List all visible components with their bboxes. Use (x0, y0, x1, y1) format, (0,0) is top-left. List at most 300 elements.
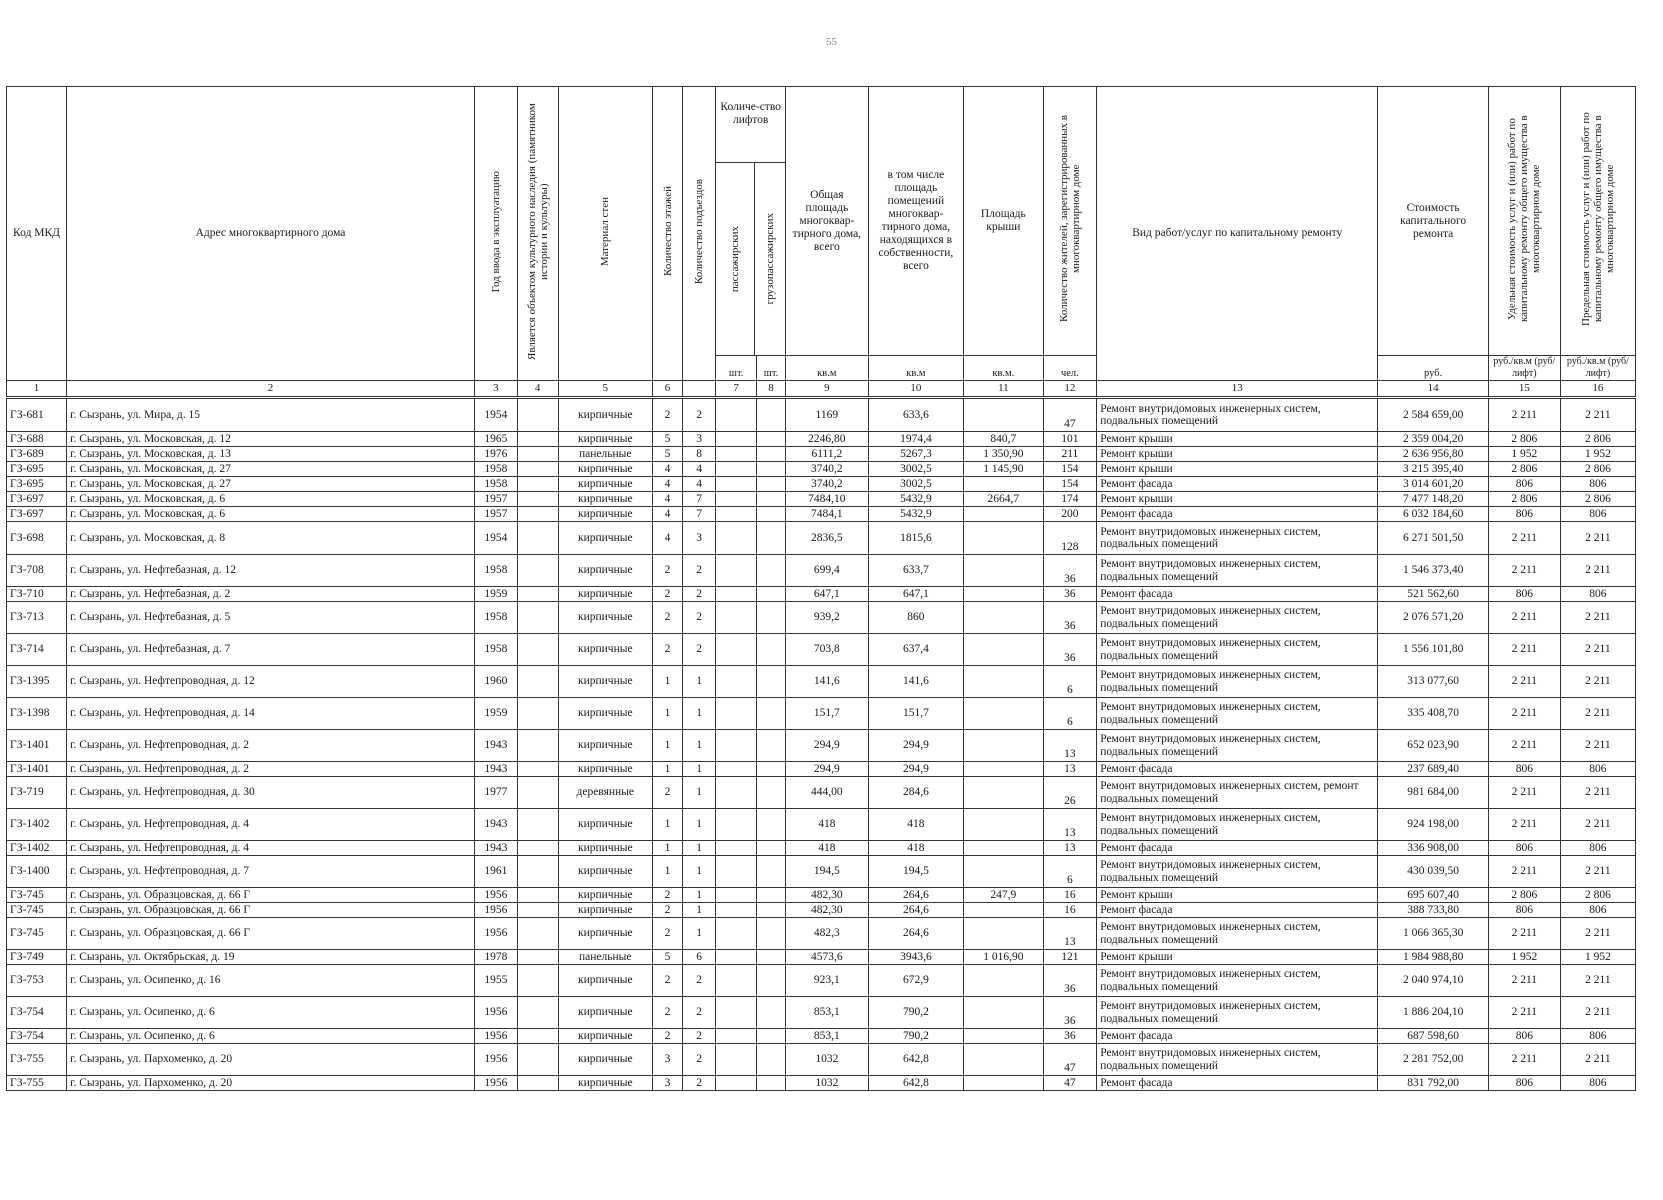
cell-year: 1958 (474, 555, 517, 587)
cell-mkd-code: ГЗ-688 (7, 432, 67, 447)
cell-limit-cost: 2 211 (1560, 522, 1635, 555)
cell-heritage (517, 462, 558, 477)
cell-unit-cost: 2 211 (1488, 918, 1560, 950)
cell-unit-cost: 2 211 (1488, 634, 1560, 666)
cell-mkd-code: ГЗ-745 (7, 903, 67, 918)
cell-heritage (517, 666, 558, 698)
cell-lifts-pass (716, 1044, 757, 1076)
cell-roof-area (964, 730, 1043, 762)
cell-mkd-code: ГЗ-1402 (7, 809, 67, 841)
cell-entrances: 7 (683, 492, 716, 507)
cell-mkd-code: ГЗ-1398 (7, 698, 67, 730)
cell-repair-cost: 831 792,00 (1378, 1076, 1489, 1091)
cell-address: г. Сызрань, ул. Образцовская, д. 66 Г (67, 903, 475, 918)
unit-cost: руб. (1378, 356, 1489, 381)
cell-wall-material: кирпичные (558, 1044, 652, 1076)
cell-residents: 47 (1043, 398, 1097, 432)
table-row (7, 950, 1636, 965)
column-number: 16 (1560, 381, 1635, 398)
cell-roof-area (964, 809, 1043, 841)
cell-limit-cost: 2 806 (1560, 492, 1635, 507)
cell-area-owned: 151,7 (868, 698, 964, 730)
cell-residents: 36 (1043, 634, 1097, 666)
cell-year: 1978 (474, 950, 517, 965)
cell-entrances: 1 (683, 856, 716, 888)
cell-entrances: 3 (683, 522, 716, 555)
unit-lifts-cargo: шт. (757, 356, 786, 381)
cell-limit-cost: 2 211 (1560, 965, 1635, 997)
cell-heritage (517, 398, 558, 432)
cell-heritage (517, 856, 558, 888)
cell-entrances: 1 (683, 903, 716, 918)
cell-work-type: Ремонт внутридомовых инженерных систем, подвальных помещений (1097, 602, 1378, 634)
cell-area-total: 444,00 (786, 777, 869, 809)
cell-floors: 5 (652, 950, 682, 965)
column-number: 14 (1378, 381, 1489, 398)
cell-limit-cost: 806 (1560, 762, 1635, 777)
cell-area-total: 923,1 (786, 965, 869, 997)
table-row (7, 555, 1636, 587)
cell-mkd-code: ГЗ-749 (7, 950, 67, 965)
cell-floors: 2 (652, 1029, 682, 1044)
cell-area-owned: 860 (868, 602, 964, 634)
table-row (7, 522, 1636, 555)
table-row (7, 477, 1636, 492)
cell-address: г. Сызрань, ул. Осипенко, д. 16 (67, 965, 475, 997)
table-row (7, 602, 1636, 634)
cell-area-owned: 264,6 (868, 918, 964, 950)
cell-work-type: Ремонт внутридомовых инженерных систем, подвальных помещений (1097, 698, 1378, 730)
cell-limit-cost: 2 806 (1560, 888, 1635, 903)
cell-residents: 16 (1043, 888, 1097, 903)
cell-mkd-code: ГЗ-754 (7, 1029, 67, 1044)
header-cost: Стоимость капитального ремонта (1378, 87, 1489, 356)
cell-work-type: Ремонт внутридомовых инженерных систем, ремонт подвальных помещений (1097, 777, 1378, 809)
cell-work-type: Ремонт фасада (1097, 1076, 1378, 1091)
cell-work-type: Ремонт крыши (1097, 447, 1378, 462)
cell-work-type: Ремонт внутридомовых инженерных систем, подвальных помещений (1097, 997, 1378, 1029)
cell-floors: 2 (652, 777, 682, 809)
cell-address: г. Сызрань, ул. Московская, д. 12 (67, 432, 475, 447)
cell-residents: 36 (1043, 1029, 1097, 1044)
cell-floors: 3 (652, 1044, 682, 1076)
cell-year: 1958 (474, 634, 517, 666)
cell-repair-cost: 1 066 365,30 (1378, 918, 1489, 950)
cell-area-total: 1169 (786, 398, 869, 432)
cell-limit-cost: 2 211 (1560, 997, 1635, 1029)
cell-unit-cost: 2 211 (1488, 698, 1560, 730)
header-code: Код МКД (7, 87, 67, 381)
data-table (6, 86, 1636, 1091)
unit-unit-cost: руб./кв.м (руб/лифт) (1488, 356, 1560, 381)
cell-area-total: 939,2 (786, 602, 869, 634)
cell-work-type: Ремонт фасада (1097, 507, 1378, 522)
cell-repair-cost: 652 023,90 (1378, 730, 1489, 762)
cell-repair-cost: 430 039,50 (1378, 856, 1489, 888)
cell-lifts-pass (716, 447, 757, 462)
cell-entrances: 1 (683, 730, 716, 762)
cell-lifts-cargo (757, 888, 786, 903)
cell-address: г. Сызрань, ул. Нефтебазная, д. 2 (67, 587, 475, 602)
cell-floors: 1 (652, 698, 682, 730)
cell-roof-area (964, 918, 1043, 950)
cell-floors: 4 (652, 507, 682, 522)
cell-area-owned: 5432,9 (868, 507, 964, 522)
cell-unit-cost: 2 806 (1488, 432, 1560, 447)
table-row (7, 730, 1636, 762)
cell-heritage (517, 432, 558, 447)
cell-entrances: 1 (683, 777, 716, 809)
cell-lifts-cargo (757, 965, 786, 997)
cell-mkd-code: ГЗ-698 (7, 522, 67, 555)
cell-lifts-cargo (757, 587, 786, 602)
cell-address: г. Сызрань, ул. Нефтепроводная, д. 2 (67, 730, 475, 762)
cell-area-owned: 633,7 (868, 555, 964, 587)
cell-area-total: 1032 (786, 1044, 869, 1076)
cell-roof-area (964, 1076, 1043, 1091)
table-row (7, 492, 1636, 507)
cell-heritage (517, 1029, 558, 1044)
cell-lifts-pass (716, 587, 757, 602)
header-residents: Количество жителей, зарегистрированных в многоквартирном доме (1043, 87, 1097, 356)
cell-limit-cost: 2 211 (1560, 555, 1635, 587)
cell-area-total: 4573,6 (786, 950, 869, 965)
cell-mkd-code: ГЗ-714 (7, 634, 67, 666)
cell-unit-cost: 2 211 (1488, 522, 1560, 555)
cell-entrances: 1 (683, 666, 716, 698)
cell-wall-material: кирпичные (558, 856, 652, 888)
cell-residents: 26 (1043, 777, 1097, 809)
cell-heritage (517, 777, 558, 809)
cell-lifts-pass (716, 507, 757, 522)
cell-repair-cost: 313 077,60 (1378, 666, 1489, 698)
cell-entrances: 2 (683, 602, 716, 634)
cell-lifts-cargo (757, 492, 786, 507)
cell-work-type: Ремонт внутридомовых инженерных систем, подвальных помещений (1097, 856, 1378, 888)
cell-roof-area (964, 507, 1043, 522)
cell-limit-cost: 806 (1560, 1029, 1635, 1044)
cell-year: 1957 (474, 492, 517, 507)
table-row (7, 997, 1636, 1029)
header-area-owned: в том числе площадь помещений многоквар-тирного дома, находящихся в собственности, всего (868, 87, 964, 356)
cell-work-type: Ремонт крыши (1097, 432, 1378, 447)
cell-year: 1957 (474, 507, 517, 522)
cell-year: 1943 (474, 841, 517, 856)
cell-repair-cost: 1 556 101,80 (1378, 634, 1489, 666)
cell-year: 1956 (474, 918, 517, 950)
cell-heritage (517, 1076, 558, 1091)
cell-entrances: 1 (683, 918, 716, 950)
cell-wall-material: кирпичные (558, 477, 652, 492)
cell-lifts-pass (716, 950, 757, 965)
cell-area-total: 482,30 (786, 903, 869, 918)
cell-unit-cost: 2 806 (1488, 462, 1560, 477)
table-row (7, 507, 1636, 522)
cell-wall-material: кирпичные (558, 462, 652, 477)
cell-residents: 13 (1043, 730, 1097, 762)
cell-heritage (517, 602, 558, 634)
cell-mkd-code: ГЗ-1401 (7, 762, 67, 777)
header-lifts-cargo: грузопассажирских (764, 213, 777, 305)
cell-year: 1958 (474, 477, 517, 492)
cell-heritage (517, 634, 558, 666)
unit-limit-cost: руб./кв.м (руб/лифт) (1560, 356, 1635, 381)
cell-roof-area (964, 903, 1043, 918)
cell-mkd-code: ГЗ-719 (7, 777, 67, 809)
cell-lifts-pass (716, 809, 757, 841)
page-number: 55 (826, 36, 837, 48)
header-heritage: Является объектом культурного наследия (памятником истории и культуры) (517, 87, 558, 381)
cell-wall-material: кирпичные (558, 398, 652, 432)
cell-residents: 154 (1043, 477, 1097, 492)
cell-heritage (517, 587, 558, 602)
cell-residents: 121 (1043, 950, 1097, 965)
cell-area-owned: 3002,5 (868, 477, 964, 492)
cell-mkd-code: ГЗ-695 (7, 477, 67, 492)
cell-repair-cost: 2 281 752,00 (1378, 1044, 1489, 1076)
cell-floors: 1 (652, 666, 682, 698)
header-lifts-pass: пассажирских (716, 163, 755, 355)
cell-floors: 4 (652, 492, 682, 507)
cell-work-type: Ремонт крыши (1097, 888, 1378, 903)
cell-residents: 13 (1043, 809, 1097, 841)
cell-year: 1956 (474, 903, 517, 918)
cell-area-owned: 790,2 (868, 997, 964, 1029)
cell-limit-cost: 2 211 (1560, 809, 1635, 841)
cell-residents: 47 (1043, 1076, 1097, 1091)
cell-floors: 3 (652, 1076, 682, 1091)
cell-entrances: 2 (683, 1044, 716, 1076)
cell-floors: 5 (652, 447, 682, 462)
cell-address: г. Сызрань, ул. Мира, д. 15 (67, 398, 475, 432)
cell-floors: 2 (652, 903, 682, 918)
cell-area-owned: 647,1 (868, 587, 964, 602)
cell-mkd-code: ГЗ-753 (7, 965, 67, 997)
cell-work-type: Ремонт внутридомовых инженерных систем, подвальных помещений (1097, 634, 1378, 666)
cell-year: 1976 (474, 447, 517, 462)
header-address: Адрес многоквартирного дома (67, 87, 475, 381)
cell-work-type: Ремонт фасада (1097, 1029, 1378, 1044)
cell-unit-cost: 1 952 (1488, 950, 1560, 965)
cell-limit-cost: 806 (1560, 587, 1635, 602)
cell-unit-cost: 806 (1488, 1076, 1560, 1091)
cell-area-owned: 672,9 (868, 965, 964, 997)
cell-area-owned: 642,8 (868, 1044, 964, 1076)
cell-address: г. Сызрань, ул. Нефтепроводная, д. 4 (67, 809, 475, 841)
cell-floors: 4 (652, 477, 682, 492)
cell-lifts-pass (716, 698, 757, 730)
table-row (7, 447, 1636, 462)
cell-heritage (517, 507, 558, 522)
cell-lifts-pass (716, 602, 757, 634)
cell-repair-cost: 3 215 395,40 (1378, 462, 1489, 477)
cell-area-owned: 1974,4 (868, 432, 964, 447)
cell-roof-area (964, 666, 1043, 698)
column-number: 12 (1043, 381, 1097, 398)
cell-area-owned: 264,6 (868, 888, 964, 903)
cell-work-type: Ремонт внутридомовых инженерных систем, подвальных помещений (1097, 809, 1378, 841)
cell-lifts-cargo (757, 903, 786, 918)
cell-area-total: 194,5 (786, 856, 869, 888)
cell-roof-area (964, 602, 1043, 634)
cell-lifts-cargo (757, 634, 786, 666)
cell-limit-cost: 806 (1560, 903, 1635, 918)
cell-heritage (517, 918, 558, 950)
cell-address: г. Сызрань, ул. Нефтебазная, д. 5 (67, 602, 475, 634)
cell-heritage (517, 555, 558, 587)
cell-wall-material: кирпичные (558, 809, 652, 841)
cell-year: 1956 (474, 1044, 517, 1076)
cell-limit-cost: 2 211 (1560, 398, 1635, 432)
cell-address: г. Сызрань, ул. Нефтепроводная, д. 4 (67, 841, 475, 856)
cell-roof-area: 1 350,90 (964, 447, 1043, 462)
cell-roof-area (964, 587, 1043, 602)
cell-unit-cost: 2 211 (1488, 965, 1560, 997)
cell-year: 1943 (474, 730, 517, 762)
cell-floors: 2 (652, 602, 682, 634)
column-number-row (7, 381, 1636, 398)
cell-repair-cost: 2 040 974,10 (1378, 965, 1489, 997)
table-body (7, 398, 1636, 1091)
table-row (7, 666, 1636, 698)
cell-limit-cost: 2 806 (1560, 432, 1635, 447)
cell-year: 1943 (474, 762, 517, 777)
header-roof: Площадь крыши (964, 87, 1043, 356)
cell-residents: 128 (1043, 522, 1097, 555)
column-number: 5 (558, 381, 652, 398)
cell-wall-material: кирпичные (558, 432, 652, 447)
cell-limit-cost: 1 952 (1560, 447, 1635, 462)
cell-wall-material: кирпичные (558, 918, 652, 950)
cell-mkd-code: ГЗ-1395 (7, 666, 67, 698)
cell-lifts-cargo (757, 1029, 786, 1044)
cell-lifts-cargo (757, 1076, 786, 1091)
cell-lifts-cargo (757, 997, 786, 1029)
column-number: 6 (652, 381, 682, 398)
cell-roof-area: 1 145,90 (964, 462, 1043, 477)
cell-roof-area (964, 856, 1043, 888)
cell-wall-material: кирпичные (558, 903, 652, 918)
cell-roof-area (964, 477, 1043, 492)
cell-mkd-code: ГЗ-755 (7, 1044, 67, 1076)
cell-year: 1956 (474, 1076, 517, 1091)
cell-entrances: 3 (683, 432, 716, 447)
cell-limit-cost: 2 211 (1560, 634, 1635, 666)
cell-work-type: Ремонт внутридомовых инженерных систем, подвальных помещений (1097, 730, 1378, 762)
table-row (7, 777, 1636, 809)
cell-residents: 101 (1043, 432, 1097, 447)
cell-repair-cost: 981 684,00 (1378, 777, 1489, 809)
cell-year: 1965 (474, 432, 517, 447)
cell-area-owned: 637,4 (868, 634, 964, 666)
cell-repair-cost: 335 408,70 (1378, 698, 1489, 730)
cell-residents: 6 (1043, 666, 1097, 698)
cell-wall-material: кирпичные (558, 1076, 652, 1091)
cell-floors: 4 (652, 462, 682, 477)
cell-limit-cost: 806 (1560, 507, 1635, 522)
cell-lifts-cargo (757, 447, 786, 462)
cell-mkd-code: ГЗ-754 (7, 997, 67, 1029)
cell-entrances: 2 (683, 1029, 716, 1044)
cell-wall-material: кирпичные (558, 587, 652, 602)
cell-address: г. Сызрань, ул. Осипенко, д. 6 (67, 997, 475, 1029)
cell-wall-material: кирпичные (558, 698, 652, 730)
cell-mkd-code: ГЗ-689 (7, 447, 67, 462)
cell-unit-cost: 806 (1488, 762, 1560, 777)
cell-wall-material: кирпичные (558, 888, 652, 903)
cell-residents: 36 (1043, 997, 1097, 1029)
cell-floors: 2 (652, 888, 682, 903)
cell-entrances: 2 (683, 997, 716, 1029)
cell-work-type: Ремонт крыши (1097, 462, 1378, 477)
cell-work-type: Ремонт фасада (1097, 762, 1378, 777)
cell-repair-cost: 6 032 184,60 (1378, 507, 1489, 522)
unit-area-total: кв.м (786, 356, 869, 381)
cell-mkd-code: ГЗ-697 (7, 492, 67, 507)
cell-mkd-code: ГЗ-745 (7, 888, 67, 903)
cell-residents: 36 (1043, 555, 1097, 587)
cell-mkd-code: ГЗ-708 (7, 555, 67, 587)
cell-wall-material: панельные (558, 447, 652, 462)
unit-residents: чел. (1043, 356, 1097, 381)
cell-roof-area (964, 398, 1043, 432)
cell-area-total: 1032 (786, 1076, 869, 1091)
column-number: 7 (716, 381, 757, 398)
table-row (7, 856, 1636, 888)
cell-area-total: 853,1 (786, 1029, 869, 1044)
cell-entrances: 8 (683, 447, 716, 462)
cell-unit-cost: 2 806 (1488, 888, 1560, 903)
cell-area-owned: 5432,9 (868, 492, 964, 507)
cell-area-total: 294,9 (786, 730, 869, 762)
cell-roof-area (964, 522, 1043, 555)
cell-heritage (517, 950, 558, 965)
cell-work-type: Ремонт фасада (1097, 903, 1378, 918)
cell-floors: 2 (652, 398, 682, 432)
cell-wall-material: кирпичные (558, 507, 652, 522)
cell-mkd-code: ГЗ-745 (7, 918, 67, 950)
cell-repair-cost: 1 984 988,80 (1378, 950, 1489, 965)
cell-heritage (517, 698, 558, 730)
cell-limit-cost: 2 211 (1560, 918, 1635, 950)
cell-repair-cost: 1 886 204,10 (1378, 997, 1489, 1029)
cell-entrances: 2 (683, 1076, 716, 1091)
cell-residents: 174 (1043, 492, 1097, 507)
table-row (7, 432, 1636, 447)
cell-area-total: 3740,2 (786, 477, 869, 492)
cell-unit-cost: 2 806 (1488, 492, 1560, 507)
cell-address: г. Сызрань, ул. Нефтебазная, д. 12 (67, 555, 475, 587)
cell-lifts-pass (716, 918, 757, 950)
cell-heritage (517, 841, 558, 856)
cell-limit-cost: 2 211 (1560, 666, 1635, 698)
cell-area-owned: 1815,6 (868, 522, 964, 555)
cell-heritage (517, 730, 558, 762)
cell-residents: 13 (1043, 841, 1097, 856)
cell-work-type: Ремонт фасада (1097, 587, 1378, 602)
cell-roof-area (964, 841, 1043, 856)
cell-limit-cost: 806 (1560, 841, 1635, 856)
cell-limit-cost: 2 211 (1560, 698, 1635, 730)
cell-mkd-code: ГЗ-1400 (7, 856, 67, 888)
column-number: 8 (757, 381, 786, 398)
cell-area-owned: 141,6 (868, 666, 964, 698)
cell-heritage (517, 522, 558, 555)
cell-roof-area (964, 997, 1043, 1029)
table-row (7, 1044, 1636, 1076)
cell-area-owned: 633,6 (868, 398, 964, 432)
cell-year: 1955 (474, 965, 517, 997)
